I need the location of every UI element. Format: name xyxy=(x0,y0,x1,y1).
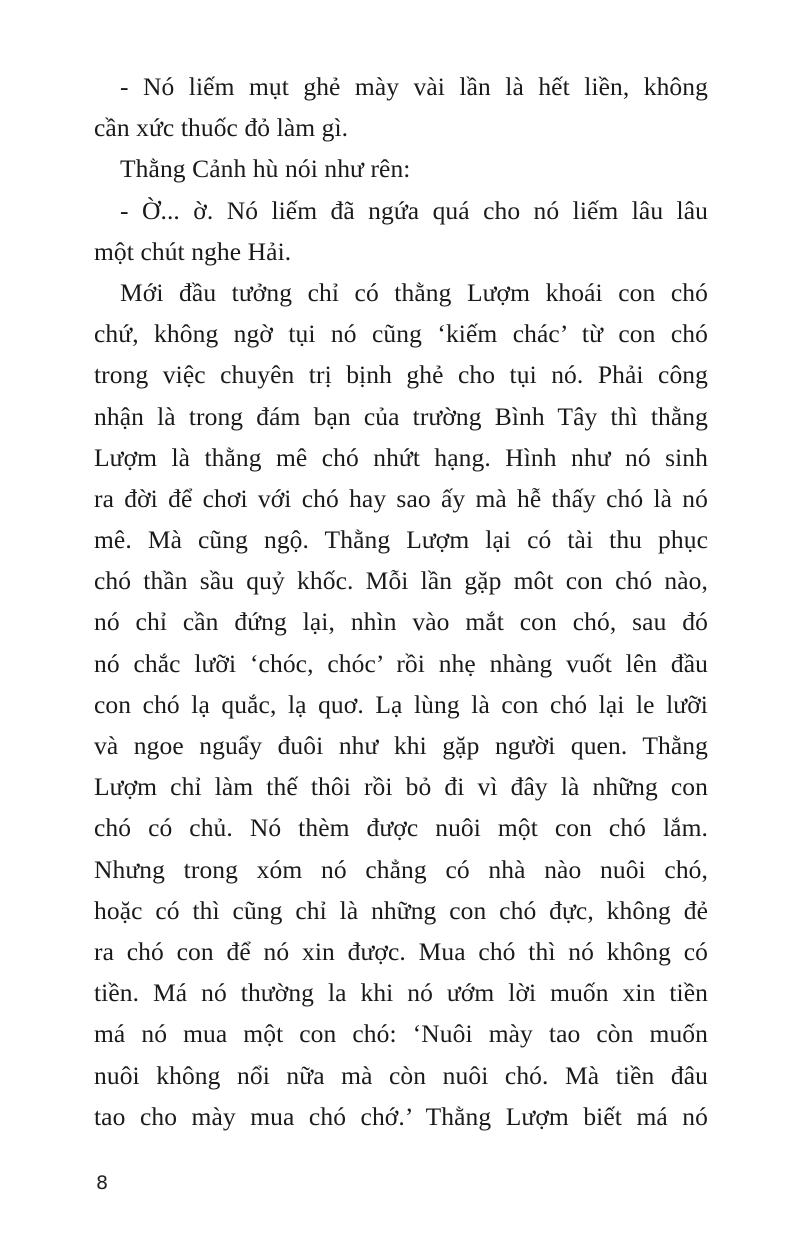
page-number: 8 xyxy=(96,1172,109,1194)
text-line: trong việc chuyên trị bịnh ghẻ cho tụi nó. Phải công xyxy=(94,360,708,390)
text-line: và ngoe nguẩy đuôi như khi gặp người quen. Thằng xyxy=(94,731,708,760)
text-line: chó thần sầu quỷ khốc. Mỗi lần gặp môt con chó nào, xyxy=(94,566,708,596)
text-line: nuôi không nổi nữa mà còn nuôi chó. Mà tiền đâu xyxy=(94,1060,708,1090)
text-line: nhận là trong đám bạn của trường Bình Tây thì thằng xyxy=(94,401,708,431)
text-line: cần xức thuốc đỏ làm gì. xyxy=(94,113,349,143)
text-line: Thằng Cảnh hù nói như rên: xyxy=(120,154,411,184)
text-line: - Ờ... ờ. Nó liếm đã ngứa quá cho nó liếm lâu lâu xyxy=(120,195,708,225)
text-line: một chút nghe Hải. xyxy=(94,236,292,266)
text-line: con chó lạ quắc, lạ quơ. Lạ lùng là con chó lại le lưỡi xyxy=(94,689,708,719)
text-line: mê. Mà cũng ngộ. Thằng Lượm lại có tài thu phục xyxy=(94,525,708,555)
book-page-text xyxy=(94,66,708,1137)
text-line: Lượm là thằng mê chó nhứt hạng. Hình như nó sinh xyxy=(94,442,708,472)
text-line: - Nó liếm mụt ghẻ mày vài lần là hết liền, không xyxy=(120,72,708,101)
text-line: tao cho mày mua chó chớ.’ Thằng Lượm biết má nó xyxy=(94,1101,708,1131)
paragraph-narration-2 xyxy=(94,272,708,1137)
paragraph-dialogue-1 xyxy=(94,66,708,148)
paragraph-narration-1 xyxy=(94,148,708,189)
text-line: hoặc có thì cũng chỉ là những con chó đực, không đẻ xyxy=(94,895,708,925)
text-line: nó chắc lưỡi ‘chóc, chóc’ rồi nhẹ nhàng vuốt lên đầu xyxy=(94,648,708,678)
text-line: Nhưng trong xóm nó chẳng có nhà nào nuôi chó, xyxy=(94,854,708,884)
text-line: ra đời để chơi với chó hay sao ấy mà hễ thấy chó là nó xyxy=(94,483,708,513)
paragraph-dialogue-2 xyxy=(94,190,708,272)
text-line: chó có chủ. Nó thèm được nuôi một con chó lắm. xyxy=(94,813,708,843)
text-line: Mới đầu tưởng chỉ có thằng Lượm khoái con chó xyxy=(120,277,708,307)
text-line: má nó mua một con chó: ‘Nuôi mày tao còn muốn xyxy=(94,1019,708,1049)
text-line: tiền. Má nó thường la khi nó ướm lời muốn xin tiền xyxy=(94,978,708,1008)
text-line: Lượm chỉ làm thế thôi rồi bỏ đi vì đây là những con xyxy=(94,772,708,802)
text-line: chứ, không ngờ tụi nó cũng ‘kiếm chác’ từ con chó xyxy=(94,319,708,349)
text-line: ra chó con để nó xin được. Mua chó thì nó không có xyxy=(94,936,708,966)
text-line: nó chỉ cần đứng lại, nhìn vào mắt con chó, sau đó xyxy=(94,607,708,637)
